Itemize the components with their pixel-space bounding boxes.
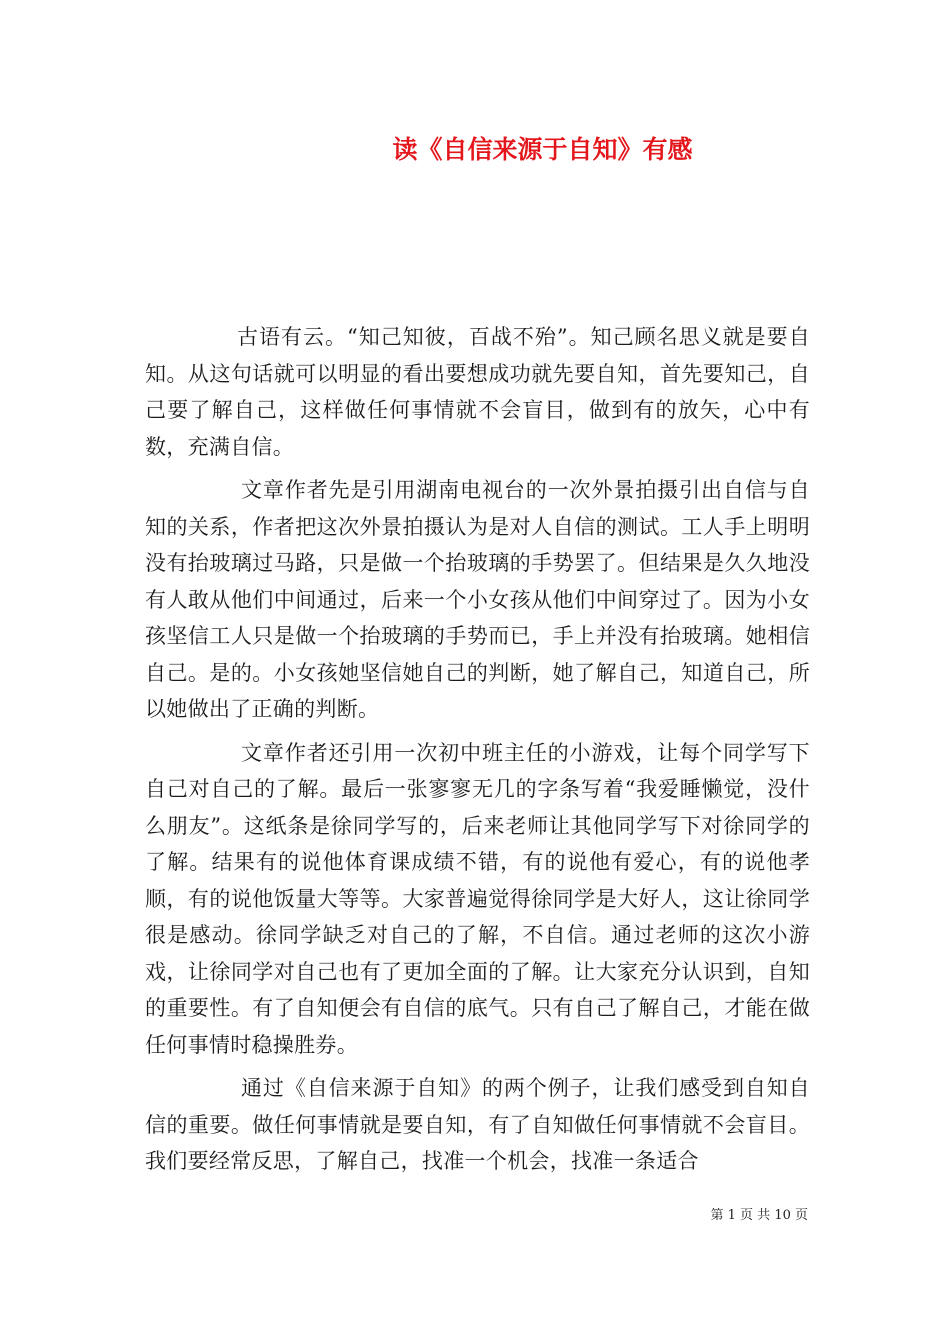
document-body [145,319,810,1187]
paragraph-3: 文章作者还引用一次初中班主任的小游戏，让每个同学写下自己对自己的了解。最后一张寥寥无几的字条写着“我爱睡懒觉，没什么朋友”。这纸条是徐同学写的，后来老师让其他同学写下对徐同学的了解。结果有的说他体育课成绩不错，有的说他有爱心，有的说他孝顺，有的说他饭量大等等。大家普遍觉得徐同学是大好人，这让徐同学很是感动。徐同学缺乏对自己的了解，不自信。通过老师的这次小游戏，让徐同学对自己也有了更加全面的了解。让大家充分认识到，自知的重要性。有了自知便会有自信的底气。只有自己了解自己，才能在做任何事情时稳操胜券。 [145,740,810,1057]
paragraph-4: 通过《自信来源于自知》的两个例子，让我们感受到自知自信的重要。做任何事情就是要自知，有了自知做任何事情就不会盲目。我们要经常反思，了解自己，找准一个机会，找准一条适合 [145,1076,810,1173]
page-number-footer: 第 1 页 共 10 页 [710,1208,808,1223]
paragraph-1: 古语有云。“知己知彼，百战不殆”。知己顾名思义就是要自知。从这句话就可以明显的看出要想成功就先要自知，首先要知己，自己要了解自己，这样做任何事情就不会盲目，做到有的放矢，心中有数，充满自信。 [145,325,810,459]
document-title: 读《自信来源于自知》有感 [392,135,693,164]
paragraph-2: 文章作者先是引用湖南电视台的一次外景拍摄引出自信与自知的关系，作者把这次外景拍摄认为是对人自信的测试。工人手上明明没有抬玻璃过马路，只是做一个抬玻璃的手势罢了。但结果是久久地没有人敢从他们中间通过，后来一个小女孩从他们中间穿过了。因为小女孩坚信工人只是做一个抬玻璃的手势而已，手上并没有抬玻璃。她相信自己。是的。小女孩她坚信她自己的判断，她了解自己，知道自己，所以她做出了正确的判断。 [145,478,810,721]
